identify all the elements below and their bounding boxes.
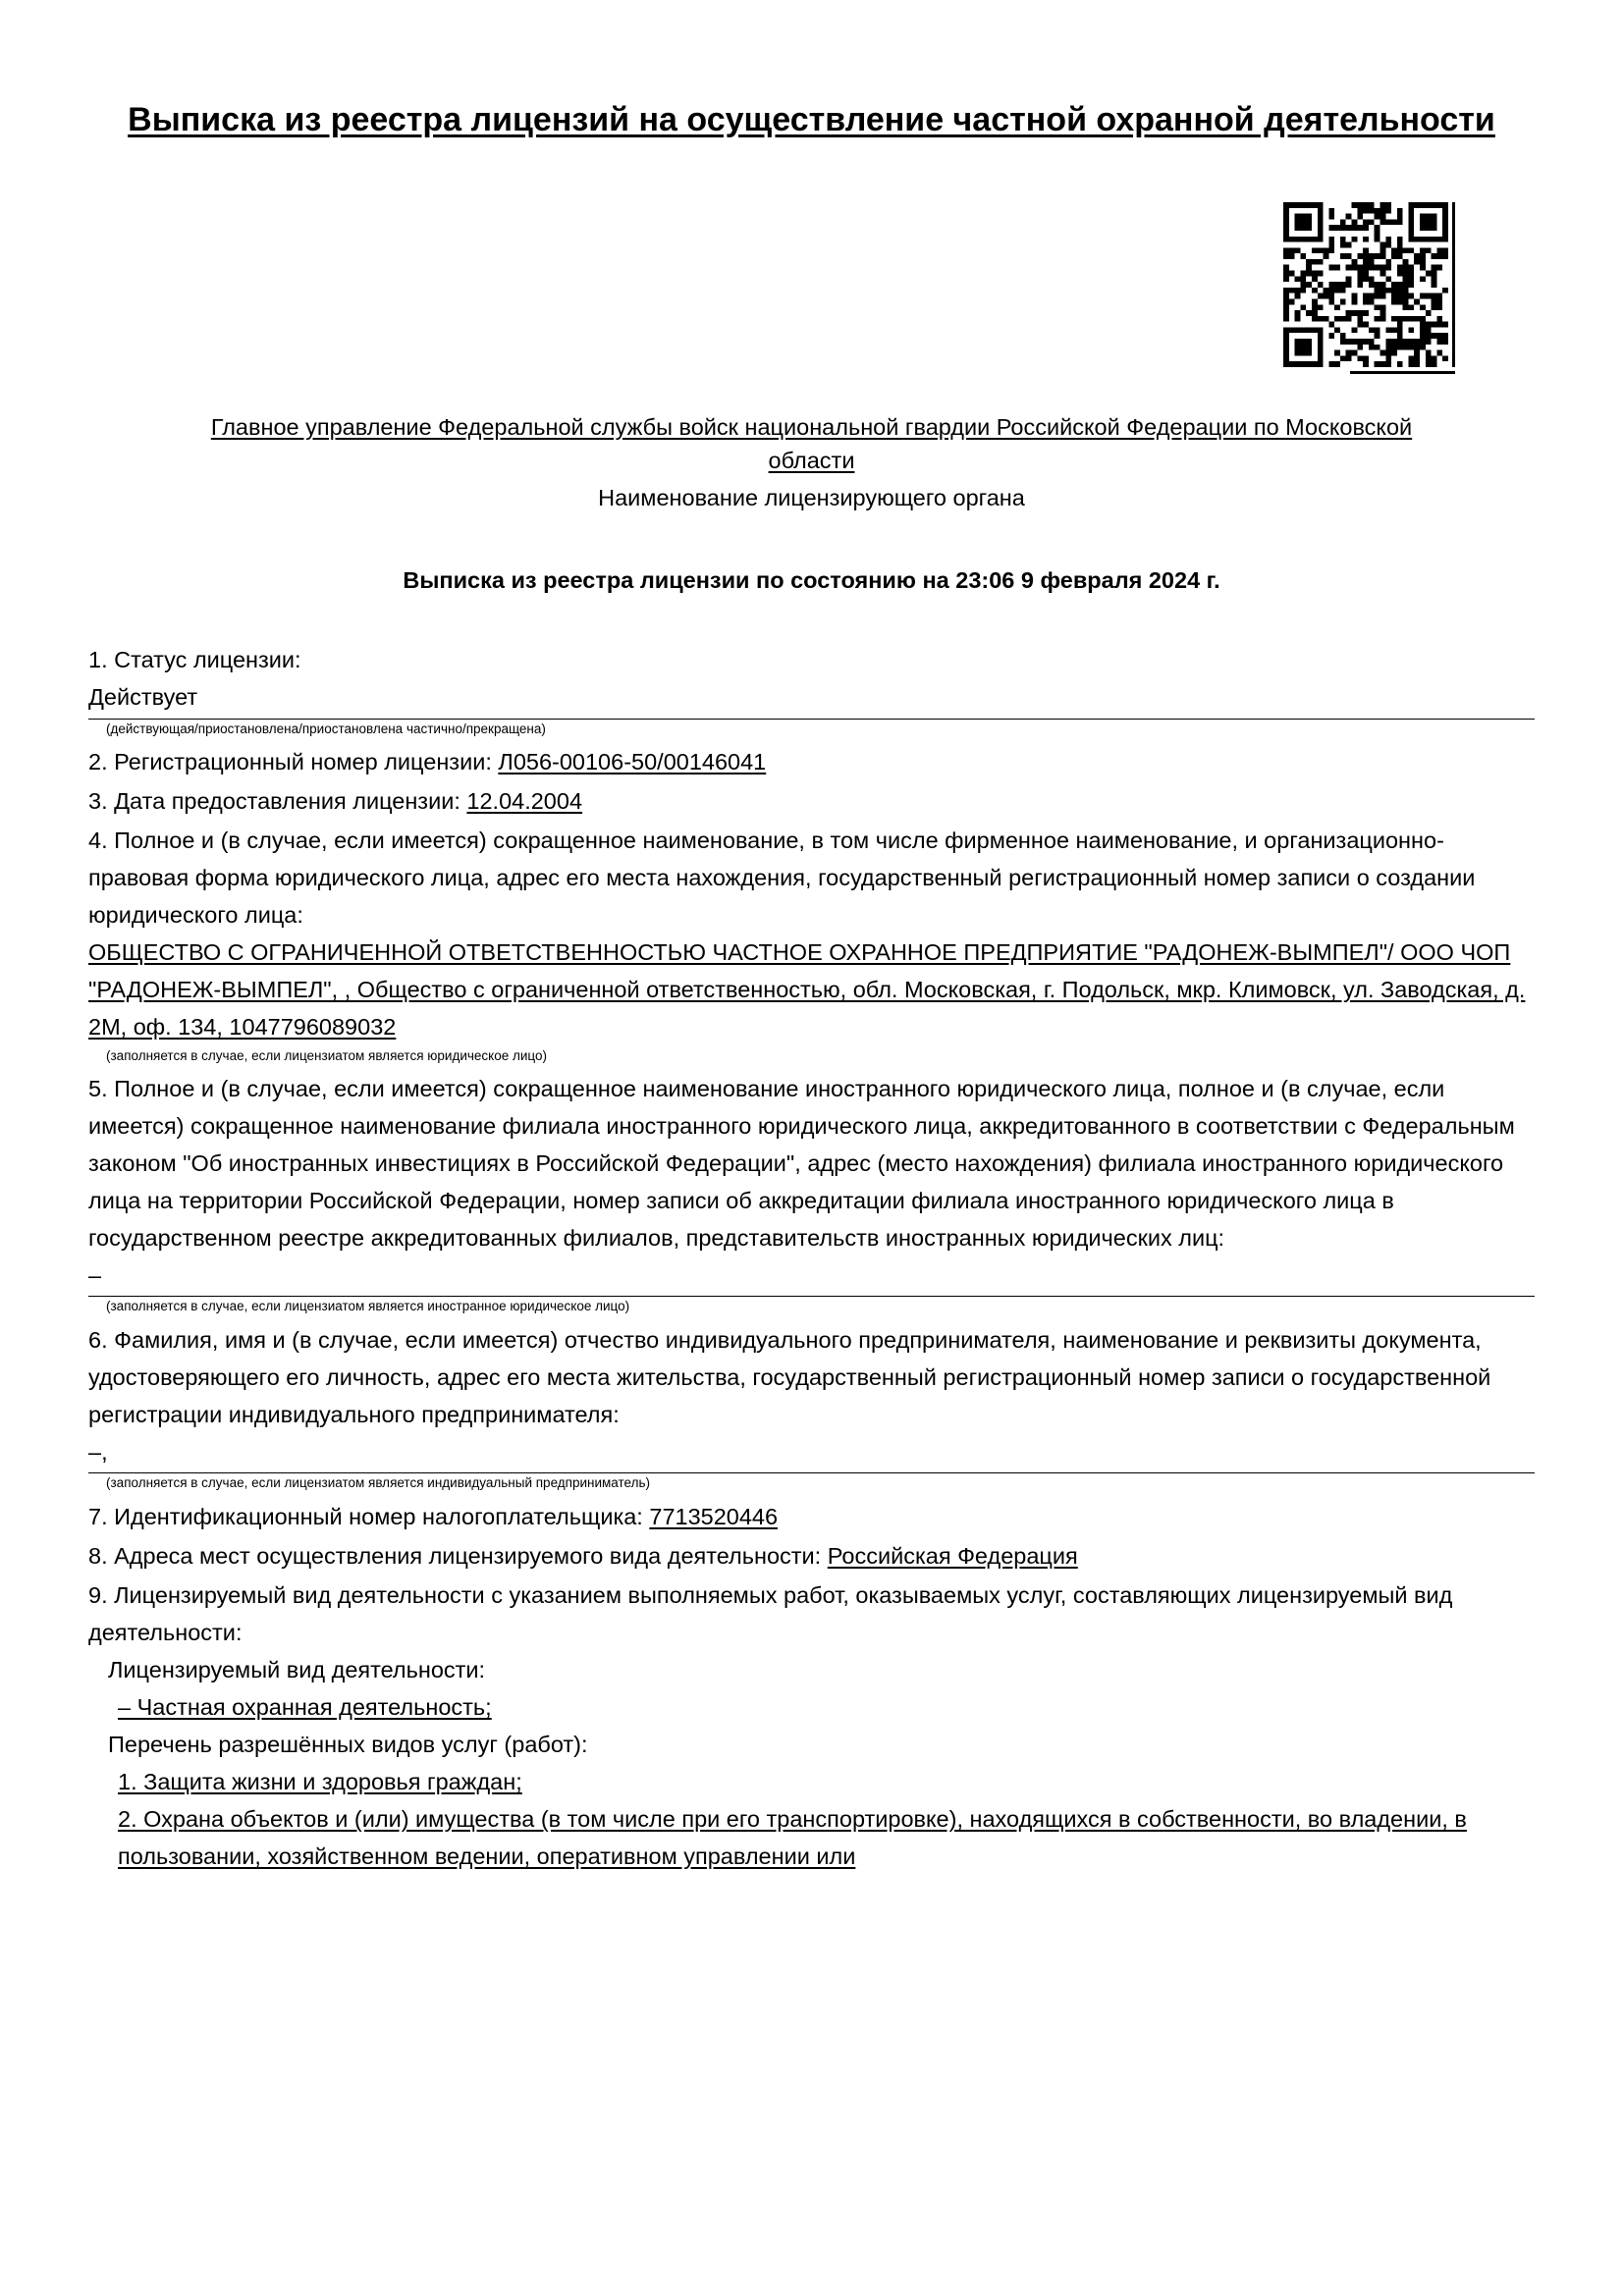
licensing-authority-caption: Наименование лицензирующего органа [598,485,1025,511]
item-1-label: 1. Статус лицензии: [88,647,301,673]
licensing-authority-block [88,410,1535,514]
qr-code-area [88,202,1535,367]
item-8 [88,1537,1535,1575]
item-2 [88,743,1535,780]
item-8-value: Российская Федерация [827,1542,1078,1569]
item-7-value: 7713520446 [649,1503,779,1529]
item-7-label: 7. Идентификационный номер налогоплательщика: [88,1503,650,1529]
licensing-authority-name: Главное управление Федеральной службы войск национальной гвардии Российской Федерации по Московской области [210,414,1413,474]
item-6-value: –, [88,1433,1535,1473]
item-4-value: ОБЩЕСТВО С ОГРАНИЧЕННОЙ ОТВЕТСТВЕННОСТЬЮ ЧАСТНОЕ ОХРАННОЕ ПРЕДПРИЯТИЕ "РАДОНЕЖ-ВЫМПЕЛ"/ ООО ЧОП "РАДОНЕЖ-ВЫМПЕЛ", , Общество с ограниченной ответственностью, обл. Московская, г. Подольск, мкр. Климовск, ул. Заводская, д. 2М, оф. 134, 1047796089032 [88,939,1526,1041]
item-3-value: 12.04.2004 [466,788,583,815]
item-9-subtitle-activity: Лицензируемый вид деятельности: [108,1657,486,1683]
item-5-label: 5. Полное и (в случае, если имеется) сокращенное наименование иностранного юридического лица, полное и (в случае, если имеется) сокращенное наименование филиала иностранного юридического лица, аккредитованного в соответствии с Федеральным законом "Об иностранных инвестициях в Российской Федерации", адрес (место нахождения) филиала иностранного юридического лица на территории Российской Федерации, номер записи об аккредитации филиала иностранного юридического лица в государственном реестре аккредитованных филиалов, представительств иностранных юридических лиц: [88,1076,1515,1252]
item-1-value: Действует [88,678,1535,719]
page-title: Выписка из реестра лицензий на осуществление частной охранной деятельности [128,101,1495,138]
item-3-label: 3. Дата предоставления лицензии: [88,788,467,815]
item-9-service-1: 1. Защита жизни и здоровья граждан; [118,1769,522,1795]
item-2-value: Л056-00106-50/00146041 [498,749,767,775]
document-body [88,641,1535,1875]
item-9-subtitle-services: Перечень разрешённых видов услуг (работ): [108,1732,588,1758]
item-2-label: 2. Регистрационный номер лицензии: [88,749,499,775]
item-9-service-2: 2. Охрана объектов и (или) имущества (в том числе при его транспортировке), находящихся в собственности, во владении, в пользовании, хозяйственном ведении, оперативном управлении или [118,1806,1467,1870]
item-9-activity: – Частная охранная деятельность; [118,1694,492,1721]
item-4-label: 4. Полное и (в случае, если имеется) сокращенное наименование, в том числе фирменное наименование, и организационно-правовая форма юридического лица, адрес его места нахождения, государственный регистрационный номер записи о создании юридического лица: [88,828,1476,929]
item-6-label: 6. Фамилия, имя и (в случае, если имеется) отчество индивидуального предпринимателя, наименование и реквизиты документа, удостоверяющего его личность, адрес его места жительства, государственный регистрационный номер записи о государственной регистрации индивидуального предпринимателя: [88,1327,1491,1428]
item-4-hint: (заполняется в случае, если лицензиатом является юридическое лицо) [106,1047,547,1063]
item-5-value: – [88,1256,1535,1297]
item-3 [88,782,1535,820]
item-6-hint: (заполняется в случае, если лицензиатом является индивидуальный предприниматель) [106,1475,651,1491]
item-9-label: 9. Лицензируемый вид деятельности с указанием выполняемых работ, оказываемых услуг, составляющих лицензируемый вид деятельности: [88,1581,1453,1645]
item-7 [88,1498,1535,1535]
registry-state-date: Выписка из реестра лицензии по состоянию на 23:06 9 февраля 2024 г. [403,567,1220,594]
qr-code-icon [1283,202,1448,367]
item-8-label: 8. Адреса мест осуществления лицензируемого вида деятельности: [88,1542,828,1569]
item-1-hint: (действующая/приостановлена/приостановлена частично/прекращена) [106,721,546,736]
item-5-hint: (заполняется в случае, если лицензиатом является иностранное юридическое лицо) [106,1299,630,1314]
